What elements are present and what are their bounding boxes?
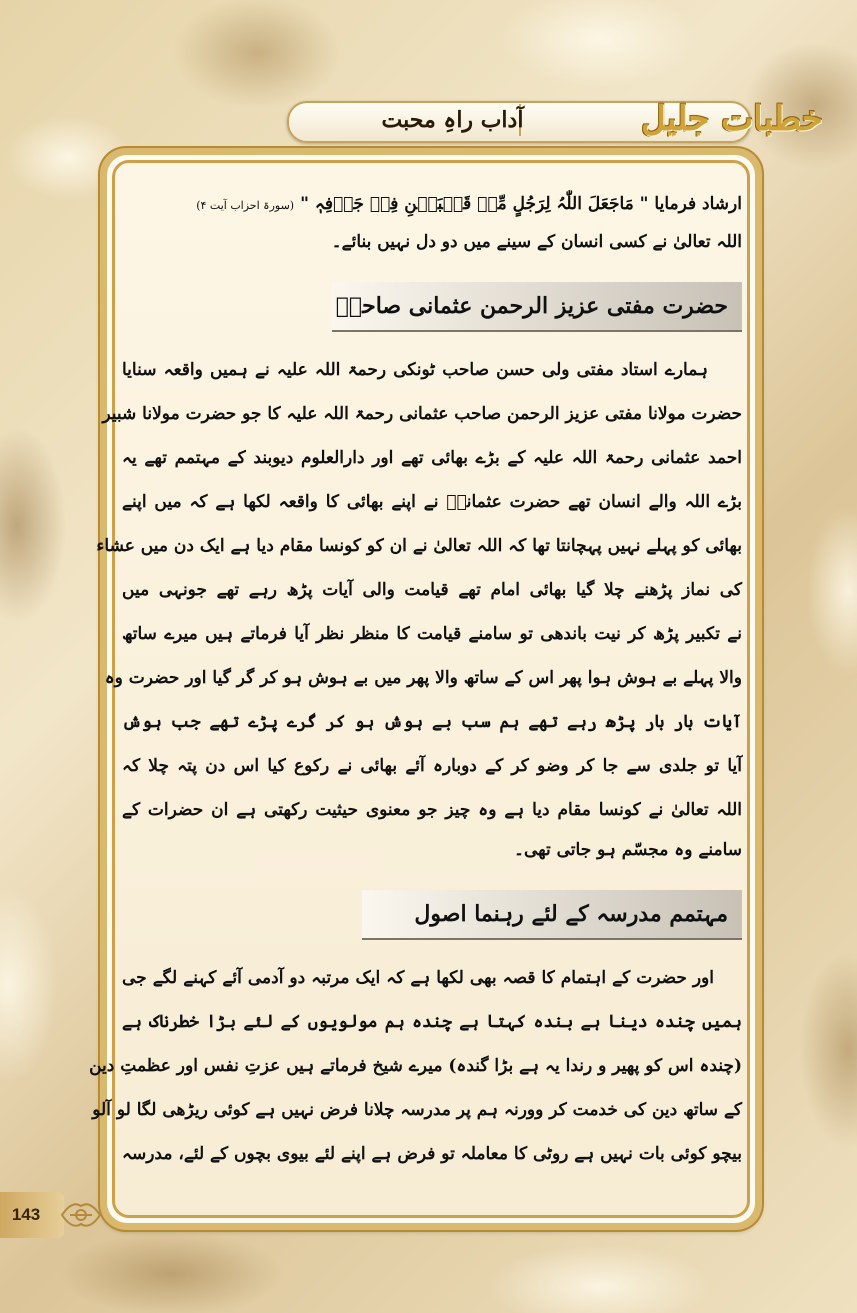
intro-line-1 — [122, 188, 742, 220]
ornament-icon — [58, 1192, 104, 1238]
chapter-title: آداب راہِ محبت — [381, 107, 524, 133]
paragraph-line: کی نماز پڑھنے چلا گیا بھائی امام تھے قیامت والی آیات پڑھ رہے تھے جونہی میں — [122, 580, 742, 600]
paragraph-line: نے تکبیر پڑھ کر نیت باندھی تو سامنے قیامت کا منظر نظر آیا فرماتے ہیں میرے ساتھ — [122, 624, 742, 644]
paragraph-line: کے ساتھ دین کی خدمت کر وورنہ ہم پر مدرسہ چلانا فرض نہیں ہے کوئی ریڑھی لگا لو آلو — [92, 1100, 742, 1120]
section-heading-bar — [332, 282, 742, 332]
paragraph-line: آیات بار بار پڑھ رہے تھے ہم سب بے ہوش ہو کر گرے پڑے تھے جب ہوش — [122, 712, 742, 732]
page-number-tab — [0, 1192, 64, 1238]
paragraph-line: ہمیں چندہ دینا ہے بندہ کہتا ہے چندہ ہم مولویوں کے لئے بڑا خطرناک ہے — [122, 1012, 742, 1032]
paragraph-line: بڑے اللہ والے انسان تھے حضرت عثمانیؒ نے اپنے بھائی کا واقعہ لکھا ہے کہ میں اپنے — [122, 492, 742, 512]
book-title: خطبات جلیل — [641, 99, 823, 139]
paragraph-line: اور حضرت کے اہتمام کا قصہ بھی لکھا ہے کہ ایک مرتبہ دو آدمی آئے کہنے لگے جی — [122, 968, 714, 988]
page-body — [89, 172, 742, 1212]
paragraph-line: آیا تو جلدی سے جا کر وضو کر کے دوبارہ آئے بھائی نے رکوع کیا اس دن پتہ چلا کہ — [122, 756, 742, 776]
paragraph-line: حضرت مولانا مفتی عزیز الرحمن صاحب عثمانی رحمۃ اللہ علیہ کا جو حضرت مولانا شبیر — [102, 404, 742, 424]
intro-verse: ارشاد فرمایا " مَاجَعَلَ اللّٰہُ لِرَجُلٍ مِّنۡ قَلۡبَیۡنِ فِیۡ جَوۡفِہٖ " — [300, 194, 742, 214]
paragraph-line: احمد عثمانی رحمۃ اللہ علیہ کے بڑے بھائی تھے اور دارالعلوم دیوبند کے مہتمم تھے یہ — [122, 448, 742, 468]
section-heading: مہتمم مدرسہ کے لئے رہنما اصول — [414, 901, 728, 927]
paragraph-line: والا پہلے بے ہوش ہوا پھر اس کے ساتھ والا پھر میں بے ہوش ہو کر گر گیا اور حضرت وہ — [104, 668, 742, 688]
intro-reference: (سورۃ احزاب آیت ۴) — [196, 199, 295, 212]
paragraph-line: بھائی کو پہلے نہیں پہچانتا تھا کہ اللہ تعالیٰ نے ان کو کونسا مقام دیا ہے ایک دن میں عشاء — [96, 536, 742, 556]
intro-line-2: اللہ تعالیٰ نے کسی انسان کے سینے میں دو دل نہیں بنائے۔ — [331, 232, 742, 252]
section-heading-bar — [362, 890, 742, 940]
paragraph-line: بیچو کوئی بات نہیں ہے روٹی کا معاملہ تو فرض ہے اپنے لئے بیوی بچوں کے لئے، مدرسہ — [122, 1144, 742, 1164]
paragraph-line: ہمارے استاد مفتی ولی حسن صاحب ٹونکی رحمۃ اللہ علیہ نے ہمیں واقعہ سنایا — [122, 360, 708, 380]
paragraph-line: (چندہ اس کو پھیر و رندا یہ ہے بڑا گندہ) میرے شیخ فرماتے ہیں عزتِ نفس اور عظمتِ دین — [89, 1056, 742, 1076]
paragraph-line: سامنے وہ مجسّم ہو جاتی تھی۔ — [514, 840, 742, 860]
page-number: 143 — [11, 1205, 41, 1224]
section-heading: حضرت مفتی عزیز الرحمن عثمانی صاحبؒ — [335, 293, 728, 319]
paragraph-line: اللہ تعالیٰ نے کونسا مقام دیا ہے وہ چیز جو معنوی حیثیت رکھتی ہے ان حضرات کے — [122, 800, 742, 820]
